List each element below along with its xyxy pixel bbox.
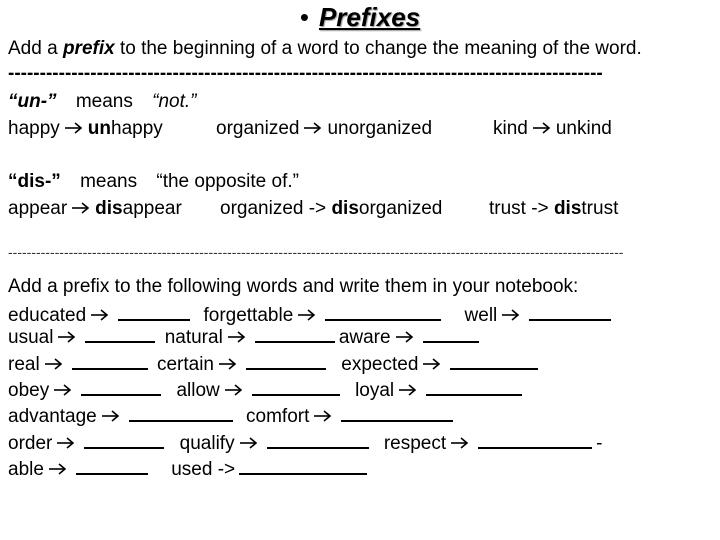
exercise-instruction: Add a prefix to the following words and write them in your notebook: xyxy=(8,276,579,297)
right-arrow-icon xyxy=(395,330,415,344)
exercise-word: used xyxy=(171,459,213,480)
dis-example-2 xyxy=(220,198,442,220)
answer-blank[interactable] xyxy=(325,303,441,321)
answer-blank[interactable] xyxy=(426,378,522,396)
right-arrow-icon xyxy=(53,383,73,397)
right-arrow-icon xyxy=(57,330,77,344)
right-arrow-icon xyxy=(398,383,418,397)
dis-definition xyxy=(8,171,299,193)
un-example-2 xyxy=(216,118,432,140)
right-arrow-icon xyxy=(297,308,317,322)
right-arrow-icon xyxy=(101,409,121,423)
exercise-word: forgettable xyxy=(203,305,294,326)
example-prefix: un xyxy=(555,118,577,139)
exercise-row-1 xyxy=(8,303,615,327)
right-arrow-icon xyxy=(56,436,76,450)
example-prefix: dis xyxy=(553,198,582,219)
dis-prefix: “dis-” xyxy=(8,171,61,192)
example-prefix: dis xyxy=(331,198,359,219)
right-arrow-icon xyxy=(450,436,470,450)
exercise-word: qualify xyxy=(179,433,235,454)
example-word: organized xyxy=(220,198,304,219)
example-word: organized xyxy=(216,118,300,139)
right-arrow-icon xyxy=(71,201,91,215)
dis-meaning: “the opposite of.” xyxy=(156,171,299,192)
text-arrow: -> xyxy=(217,459,236,480)
answer-blank[interactable] xyxy=(255,325,335,343)
un-meaning: “not.” xyxy=(152,91,197,112)
dis-means: means xyxy=(80,171,138,192)
title-text: Prefixes xyxy=(318,2,421,32)
example-word: happy xyxy=(8,118,60,139)
exercise-word: educated xyxy=(8,305,87,326)
un-prefix: “un-” xyxy=(8,91,57,112)
example-word: appear xyxy=(8,198,68,219)
page-title xyxy=(0,2,720,33)
answer-blank[interactable] xyxy=(267,431,369,449)
answer-blank[interactable] xyxy=(239,457,367,475)
right-arrow-icon xyxy=(224,383,244,397)
instruction-part1: Add a xyxy=(8,38,63,59)
example-root: kind xyxy=(577,118,612,139)
answer-blank[interactable] xyxy=(85,325,155,343)
example-prefix: un xyxy=(87,118,111,139)
answer-blank[interactable] xyxy=(252,378,340,396)
exercise-word: loyal xyxy=(355,380,395,401)
instruction-emph: prefix xyxy=(62,38,115,59)
answer-blank[interactable] xyxy=(72,352,148,370)
right-arrow-icon xyxy=(44,357,64,371)
exercise-row-2 xyxy=(8,325,483,349)
separator-thin: ------------------------------------------------------------------------------------------------------------------------------------ xyxy=(8,244,624,260)
exercise-row-4 xyxy=(8,378,526,402)
exercise-word: comfort xyxy=(246,406,310,427)
right-arrow-icon xyxy=(218,357,238,371)
exercise-word: respect xyxy=(383,433,447,454)
answer-blank[interactable] xyxy=(529,303,611,321)
un-means: means xyxy=(75,91,133,112)
answer-blank[interactable] xyxy=(84,431,164,449)
example-root: appear xyxy=(122,198,182,219)
exercise-word: order xyxy=(8,433,53,454)
answer-blank[interactable] xyxy=(341,404,453,422)
un-definition xyxy=(8,91,197,113)
un-example-3 xyxy=(493,118,612,140)
exercise-word: advantage xyxy=(8,406,97,427)
right-arrow-icon xyxy=(227,330,247,344)
separator-bold: ---------------------------------------------------------------------------------------------- xyxy=(8,63,603,84)
right-arrow-icon xyxy=(501,308,521,322)
exercise-word: expected xyxy=(341,354,419,375)
example-word: kind xyxy=(493,118,528,139)
exercise-row-6 xyxy=(8,431,602,455)
exercise-word: able xyxy=(8,459,44,480)
example-root: organized xyxy=(348,118,433,139)
exercise-word: allow xyxy=(176,380,220,401)
answer-blank[interactable] xyxy=(118,303,190,321)
answer-blank[interactable] xyxy=(81,378,161,396)
example-root: happy xyxy=(111,118,163,139)
example-prefix: un xyxy=(327,118,349,139)
un-example-1 xyxy=(8,118,163,140)
answer-blank[interactable] xyxy=(76,457,148,475)
exercise-word: real xyxy=(8,354,40,375)
exercise-word: usual xyxy=(8,327,54,348)
example-root: organized xyxy=(358,198,443,219)
instruction-line xyxy=(8,38,642,60)
exercise-word: well xyxy=(464,305,498,326)
answer-blank[interactable] xyxy=(129,404,233,422)
answer-blank[interactable] xyxy=(246,352,326,370)
exercise-word: natural xyxy=(164,327,223,348)
right-arrow-icon xyxy=(422,357,442,371)
text-arrow: -> xyxy=(308,198,327,219)
right-arrow-icon xyxy=(64,121,84,135)
right-arrow-icon xyxy=(90,308,110,322)
answer-blank[interactable] xyxy=(450,352,538,370)
text-arrow: -> xyxy=(531,198,549,219)
right-arrow-icon xyxy=(313,409,333,423)
exercise-word: aware xyxy=(338,327,391,348)
right-arrow-icon xyxy=(48,462,68,476)
exercise-word: obey xyxy=(8,380,50,401)
exercise-word: certain xyxy=(156,354,214,375)
exercise-row-5 xyxy=(8,404,457,428)
right-arrow-icon xyxy=(303,121,323,135)
example-root: trust xyxy=(581,198,619,219)
instruction-part2: to the beginning of a word to change the meaning of the word. xyxy=(114,38,642,59)
right-arrow-icon xyxy=(239,436,259,450)
answer-blank[interactable] xyxy=(478,431,592,449)
exercise-row-3 xyxy=(8,352,542,376)
exercise-row-7 xyxy=(8,457,371,481)
dis-example-1 xyxy=(8,198,182,220)
example-prefix: dis xyxy=(95,198,123,219)
right-arrow-icon xyxy=(532,121,552,135)
bullet: • xyxy=(299,2,309,32)
answer-blank[interactable] xyxy=(423,325,479,343)
trailing-dash: - xyxy=(596,433,603,454)
example-word: trust xyxy=(489,198,526,219)
dis-example-3 xyxy=(489,198,618,220)
